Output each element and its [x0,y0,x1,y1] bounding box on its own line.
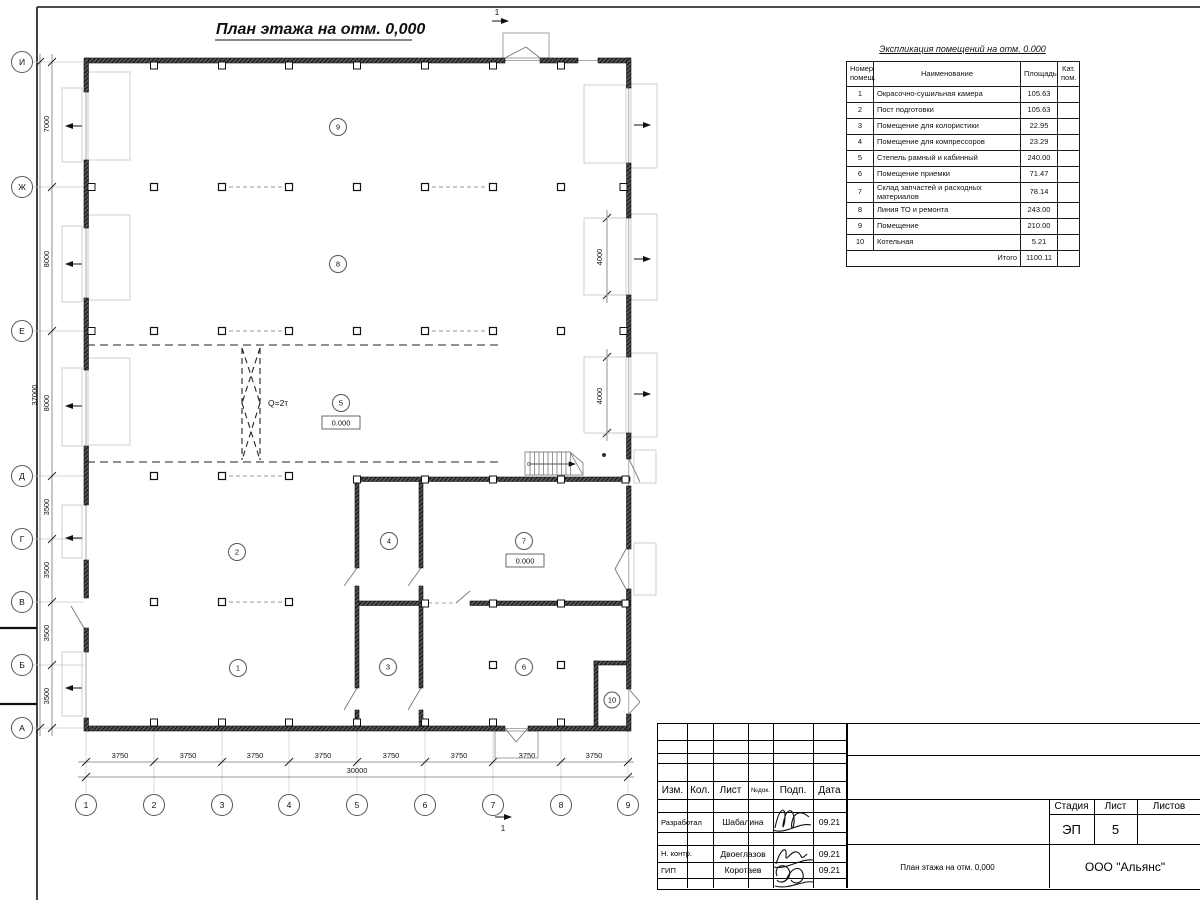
room-cat [1058,251,1080,267]
room-num: 8 [847,203,874,219]
tb-col-data: Дата [818,784,841,796]
room-name: Помещение приемки [874,167,1021,183]
room-cat [1058,135,1080,151]
tb-company: ООО "Альянс" [1084,860,1166,874]
room-num: 4 [847,135,874,151]
room-cat [1058,203,1080,219]
level-mark: 0.000 [331,418,351,428]
tb-person: Двоеглазов [720,848,766,859]
schedule-header: Наименование [874,62,1021,87]
gate-dim-label: 4000 [595,248,604,266]
dim-label: 3750 [450,751,468,760]
reference-dot [602,453,606,457]
schedule-row [847,203,1080,219]
tb-role: Н. контр. [661,849,692,858]
schedule-row [847,235,1080,251]
tb-sheets-header: Листов [1152,801,1186,812]
stairs [525,452,583,475]
axis-bubble [12,655,33,676]
axis-label: 3 [219,800,225,810]
tb-date: 09.21 [818,848,841,859]
crane-capacity-label: Q=2т [268,398,289,408]
room-marker [333,395,350,412]
axis-bubble [12,592,33,613]
room-number: 9 [335,122,341,132]
axis-label: А [19,723,25,733]
room-name: Помещение для колористики [874,119,1021,135]
dim-label: 3750 [585,751,603,760]
room-area: 240.00 [1021,151,1058,167]
tb-person: Шабалина [722,817,764,827]
room-number: 10 [607,695,617,705]
tb-stage-value: ЭП [1062,821,1081,837]
dim-label: 3750 [382,751,400,760]
dimension-chains [40,54,634,777]
room-marker [516,659,533,676]
room-name: Помещение [874,219,1021,235]
room-area: 71.47 [1021,167,1058,183]
room-number: 7 [521,536,527,546]
axis-bubble [12,177,33,198]
axis-label: Б [19,660,25,670]
room-number: 4 [386,536,392,546]
room-name: Склад запчастей и расходных материалов [874,183,1021,203]
room-area: 78.14 [1021,183,1058,203]
room-marker [330,256,347,273]
axis-bubble [551,795,572,816]
schedule-row [847,219,1080,235]
room-num: 2 [847,103,874,119]
tb-col-ndoc: №док. [750,786,771,794]
axis-label: 1 [83,800,89,810]
axis-bubble [212,795,233,816]
tb-stage-header: Стадия [1054,801,1089,812]
room-number: 8 [335,259,341,269]
axis-bubbles-bottom [76,795,639,816]
dim-total-label: 30000 [346,766,368,775]
dim-label: 3750 [111,751,129,760]
room-name: Котельная [874,235,1021,251]
room-marker [330,119,347,136]
schedule-row [847,151,1080,167]
section-label: 1 [494,8,500,17]
plan-title-text: План этажа на отм. 0,000 [216,21,426,38]
axis-label: 8 [558,800,564,810]
room-area: 22.95 [1021,119,1058,135]
room-markers [229,119,621,709]
axis-label: 7 [490,800,496,810]
axis-bubble [12,466,33,487]
dim-label: 8000 [42,250,51,268]
schedule-header: Площадь [1021,62,1058,87]
axis-label: 2 [151,800,157,810]
gate-dim-label: 4000 [595,387,604,405]
axis-label: 9 [625,800,631,810]
room-name: Степель рамный и кабинный [874,151,1021,167]
plan-title [215,21,425,40]
room-area: 5.21 [1021,235,1058,251]
title-block [657,723,1200,890]
tb-role: Разработал [661,817,702,827]
room-name: Окрасочно-сушильная камера [874,87,1021,103]
tb-date: 09.21 [818,817,841,827]
section-label: 1 [500,824,506,833]
schedule-row [847,183,1080,203]
room-area: 105.63 [1021,87,1058,103]
porch-top [503,33,549,58]
schedule-total-row [847,251,1080,267]
room-name: Линия ТО и ремонта [874,203,1021,219]
room-num: 10 [847,235,874,251]
room-num: 7 [847,183,874,203]
schedule-row [847,103,1080,119]
section-markers [492,8,511,833]
gate-leaves [62,72,657,716]
axis-bubble [12,52,33,73]
room-cat [1058,119,1080,135]
tb-col-izm: Изм. [661,784,684,796]
axis-label: 4 [286,800,292,810]
signature [771,802,813,838]
room-marker [380,659,397,676]
dim-label: 3750 [246,751,264,760]
schedule-row [847,167,1080,183]
room-area: 210.00 [1021,219,1058,235]
dim-label: 3750 [314,751,332,760]
room-cat [1058,183,1080,203]
room-area: 105.63 [1021,103,1058,119]
axis-label: Е [19,326,25,336]
axis-bubble [415,795,436,816]
room-cat [1058,235,1080,251]
axis-label: 6 [422,800,428,810]
schedule-row [847,87,1080,103]
room-name: Помещение для компрессоров [874,135,1021,151]
walls [84,58,631,731]
tb-col-list: Лист [719,784,742,796]
axis-label: 5 [354,800,360,810]
axis-bubble [144,795,165,816]
room-number: 6 [521,662,527,672]
axis-label: Д [19,471,25,481]
axis-label: И [18,57,26,67]
room-number: 1 [235,663,241,673]
room-marker [230,660,247,677]
room-marker [516,533,533,550]
room-schedule [846,44,1079,267]
axis-label: Г [19,534,25,544]
room-name: Пост подготовки [874,103,1021,119]
schedule-row [847,135,1080,151]
room-schedule-title: Экспликация помещений на отм. 0.000 [879,44,1046,54]
signature [769,858,815,890]
dim-label: 7000 [42,115,51,133]
axis-label: Ж [18,182,26,192]
schedule-header: Кат. пом. [1058,62,1080,87]
room-number: 2 [234,547,240,557]
tb-sheet-number: 5 [1111,821,1120,837]
tb-doc-title: План этажа на отм. 0,000 [900,862,995,872]
room-num: 1 [847,87,874,103]
axis-bubble [347,795,368,816]
schedule-total-area: 1100.11 [1021,251,1058,267]
room-cat [1058,87,1080,103]
room-area: 243.00 [1021,203,1058,219]
room-marker [229,544,246,561]
dim-label: 3500 [42,624,51,642]
room-cat [1058,167,1080,183]
room-marker [604,692,620,708]
axis-bubble [618,795,639,816]
axis-bubble [279,795,300,816]
room-area: 23.29 [1021,135,1058,151]
tb-date: 09.21 [818,865,841,875]
schedule-row [847,119,1080,135]
room-cat [1058,103,1080,119]
axis-bubble [12,321,33,342]
level-mark: 0.000 [515,556,535,566]
room-number: 3 [385,662,391,672]
room-num: 5 [847,151,874,167]
room-marker [381,533,398,550]
room-num: 3 [847,119,874,135]
dim-label: 3750 [179,751,197,760]
axis-label: В [19,597,25,607]
room-cat [1058,151,1080,167]
crane-zone [87,345,499,462]
room-cat [1058,219,1080,235]
dim-label: 3500 [42,687,51,705]
schedule-total-label: Итого [847,251,1021,267]
axis-bubble [483,795,504,816]
dim-total-label: 37000 [30,384,39,406]
dim-label: 8000 [42,394,51,412]
entrance-porches [495,33,549,758]
schedule-header: Номер помещ. [847,62,874,87]
room-number: 5 [338,398,344,408]
tb-sheet-header: Лист [1104,801,1127,812]
axis-bubble [12,718,33,739]
dim-label: 3500 [42,498,51,516]
tb-col-kol: Кол. [690,784,710,796]
divider [846,755,1200,756]
tb-col-podp: Подп. [779,784,807,796]
room-num: 6 [847,167,874,183]
axis-bubble [12,529,33,550]
dim-label: 3750 [518,751,536,760]
tb-role: ГИП [661,865,676,875]
dim-label: 3500 [42,561,51,579]
room-num: 9 [847,219,874,235]
axis-bubble [76,795,97,816]
room-schedule-table [846,61,1080,267]
tb-person: Коротаев [724,865,762,875]
